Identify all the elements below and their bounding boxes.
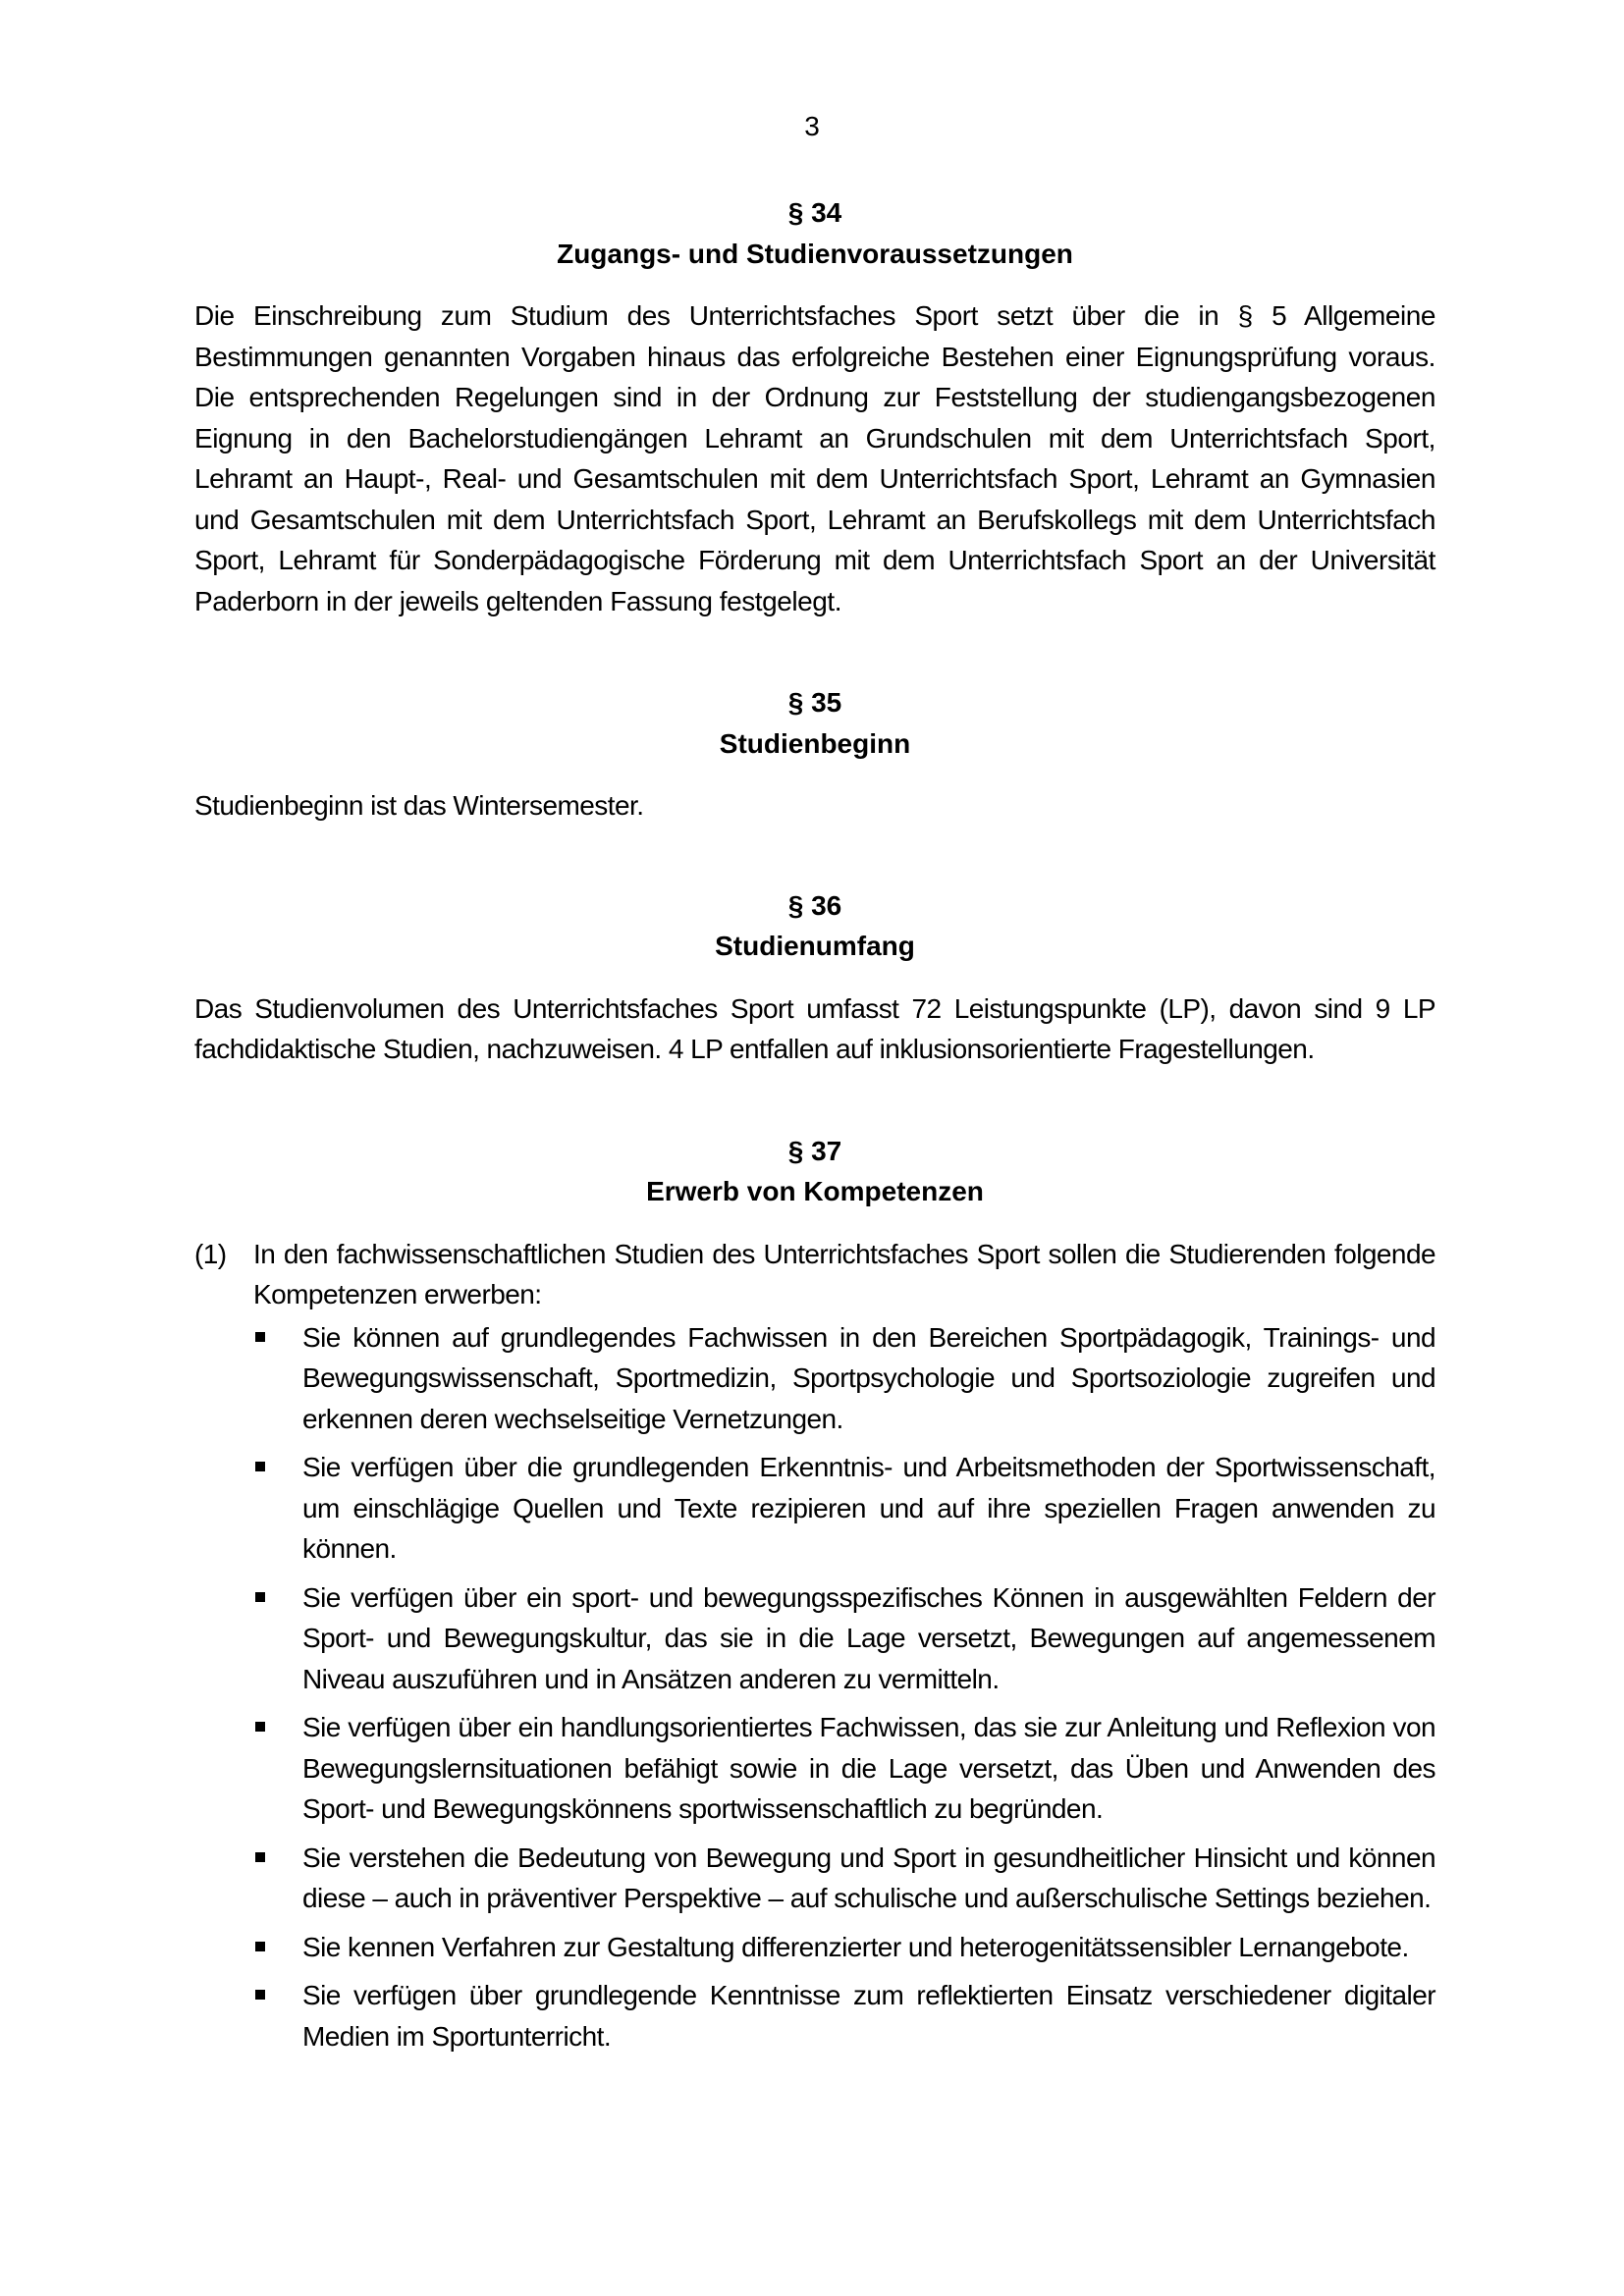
list-item	[302, 1317, 1435, 1440]
section-number: § 36	[787, 889, 842, 921]
square-bullet-icon	[255, 1852, 265, 1862]
section-number: § 35	[787, 687, 842, 718]
list-item	[302, 1838, 1435, 1919]
list-item-text: Sie verfügen über ein sport- und bewegungsspezifisches Können in ausgewählten Feldern der Sport- und Bewegungskultur, das sie in die Lage versetzt, Bewegungen auf angemessenem Niveau auszuführen und in Ansätzen anderen zu vermitteln.	[302, 1581, 1435, 1694]
section-title: Studienbeginn	[719, 727, 911, 759]
section-heading	[194, 885, 1435, 967]
list-item	[302, 1577, 1435, 1700]
square-bullet-icon	[255, 1592, 265, 1602]
item-number: (1)	[194, 1238, 227, 1269]
square-bullet-icon	[255, 1462, 265, 1471]
section-title: Erwerb von Kompetenzen	[646, 1176, 984, 1206]
section-number: § 37	[787, 1135, 842, 1166]
document-body	[194, 192, 1435, 2064]
section-paragraph: Das Studienvolumen des Unterrichtsfaches Sport umfasst 72 Leistungspunkte (LP), davon sind 9 LP fachdidaktische Studien, nachzuweisen. 4 LP entfallen auf inklusionsorientierte Fragestellungen.	[194, 992, 1435, 1064]
list-item	[302, 1927, 1435, 1968]
section-title: Studienumfang	[715, 931, 915, 961]
section-35	[194, 682, 1435, 827]
section-heading	[194, 682, 1435, 764]
enumerated-item	[194, 1234, 1435, 1315]
section-heading	[194, 1131, 1435, 1212]
section-paragraph: Die Einschreibung zum Studium des Unterrichtsfaches Sport setzt über die in § 5 Allgemeine Bestimmungen genannten Vorgaben hinaus das erfolgreiche Bestehen einer Eignungsprüfung voraus. Die entsprechenden Regelungen sind in der Ordnung zur Feststellung der studiengangsbezogenen Eignung in den Bachelorstudiengängen Lehramt an Grundschulen mit dem Unterrichtsfach Sport, Lehramt an Haupt-, Real- und Gesamtschulen mit dem Unterrichtsfach Sport, Lehramt an Gymnasien und Gesamtschulen mit dem Unterrichtsfach Sport, Lehramt an Berufskollegs mit dem Unterrichtsfach Sport, Lehramt für Sonderpädagogische Förderung mit dem Unterrichtsfach Sport an der Universität Paderborn in der jeweils geltenden Fassung festgelegt.	[194, 300, 1435, 616]
section-paragraph: Studienbeginn ist das Wintersemester.	[194, 790, 644, 821]
list-item-text: Sie können auf grundlegendes Fachwissen in den Bereichen Sportpädagogik, Trainings- und Bewegungswissenschaft, Sportmedizin, Sportpsychologie und Sportsoziologie zugreifen und erkennen deren wechselseitige Vernetzungen.	[302, 1321, 1435, 1434]
list-item-text: Sie kennen Verfahren zur Gestaltung differenzierter und heterogenitätssensibler Lernangebote.	[302, 1931, 1409, 1962]
square-bullet-icon	[255, 1722, 265, 1732]
list-item-text: Sie verfügen über die grundlegenden Erkenntnis- und Arbeitsmethoden der Sportwissenschaft, um einschlägige Quellen und Texte rezipieren und auf ihre speziellen Fragen anwenden zu können.	[302, 1452, 1435, 1564]
section-37	[194, 1131, 1435, 2057]
section-heading	[194, 192, 1435, 274]
square-bullet-icon	[255, 1942, 265, 1951]
square-bullet-icon	[255, 1990, 265, 2000]
section-34	[194, 192, 1435, 621]
list-item-text: Sie verstehen die Bedeutung von Bewegung und Sport in gesundheitlicher Hinsicht und können diese – auch in präventiver Perspektive – auf schulische und außerschulische Settings beziehen.	[302, 1842, 1435, 1913]
square-bullet-icon	[255, 1332, 265, 1342]
section-36	[194, 885, 1435, 1070]
competency-list	[302, 1317, 1435, 2057]
list-item	[302, 1447, 1435, 1570]
list-item	[302, 1975, 1435, 2056]
page-number: 3	[804, 111, 820, 141]
list-item	[302, 1707, 1435, 1830]
list-item-text: Sie verfügen über ein handlungsorientiertes Fachwissen, das sie zur Anleitung und Reflexion von Bewegungslernsituationen befähigt sowie in die Lage versetzt, das Üben und Anwenden des Sport- und Bewegungskönnens sportwissenschaftlich zu begründen.	[302, 1712, 1435, 1824]
item-text: In den fachwissenschaftlichen Studien des Unterrichtsfaches Sport sollen die Studierenden folgende Kompetenzen erwerben:	[253, 1238, 1435, 1309]
section-number: § 34	[787, 197, 842, 228]
list-item-text: Sie verfügen über grundlegende Kenntnisse zum reflektierten Einsatz verschiedener digitaler Medien im Sportunterricht.	[302, 1980, 1435, 2052]
section-title: Zugangs- und Studienvoraussetzungen	[557, 238, 1073, 269]
